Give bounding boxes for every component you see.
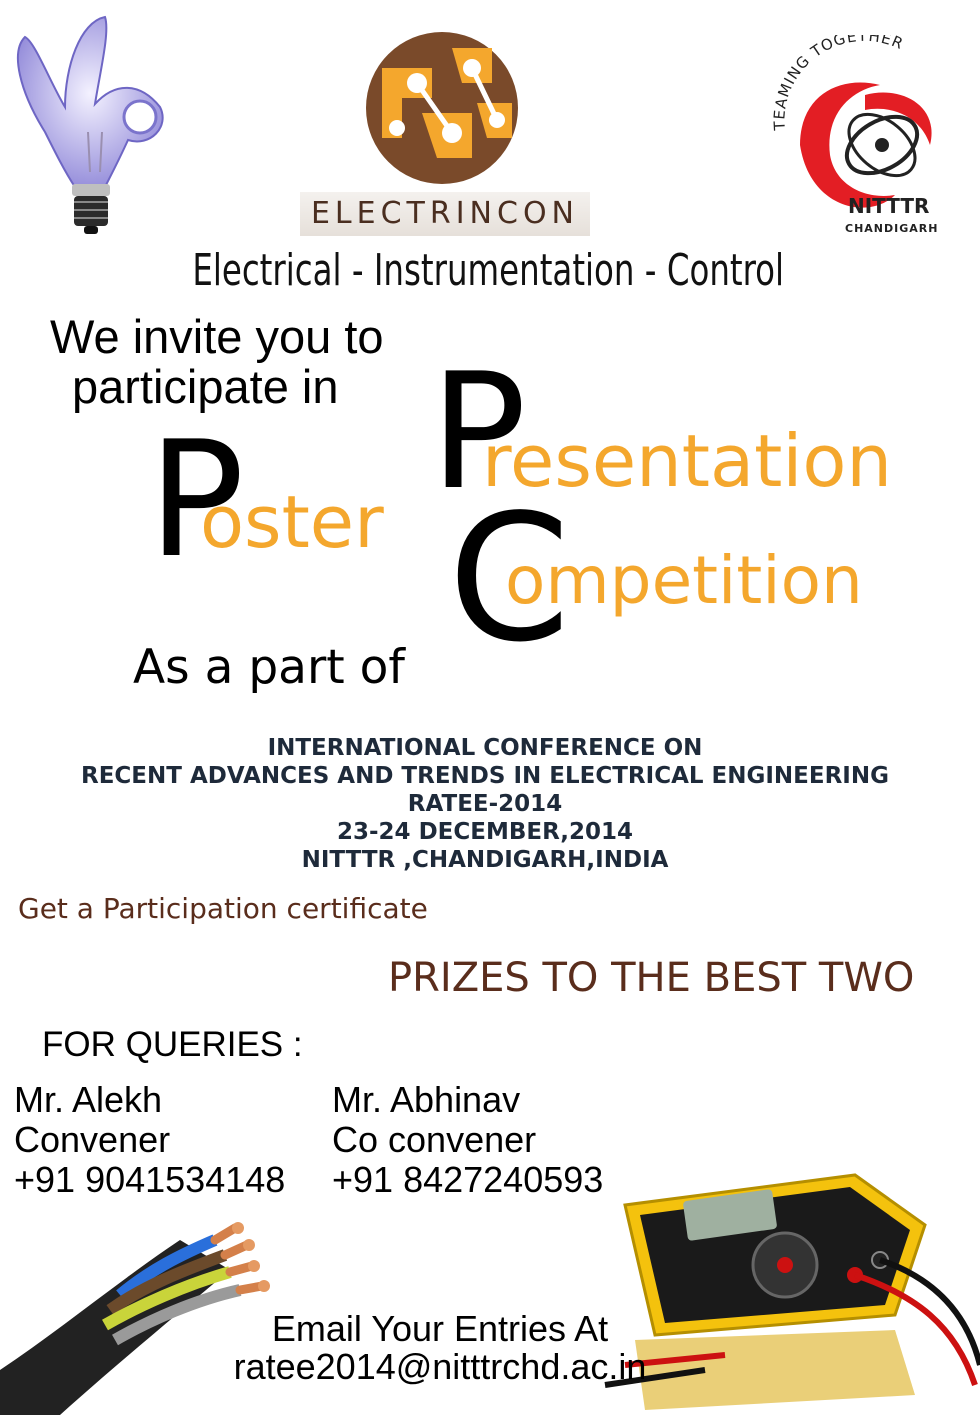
nitttr-logo: [770, 35, 960, 235]
email-label: Email Your Entries At: [271, 1308, 609, 1349]
email-block: [160, 1310, 720, 1386]
conference-venue: NITTTR ,CHANDIGARH,INDIA: [301, 847, 669, 873]
conference-line-1: INTERNATIONAL CONFERENCE ON: [267, 735, 703, 761]
email-address-link[interactable]: ratee2014@nitttrchd.ac.in: [233, 1346, 647, 1387]
electrincon-logo-wordmark: ELECTRINCON: [300, 192, 590, 236]
competition-initial: C: [448, 478, 571, 681]
as-part-of-text: As a part of: [133, 640, 405, 695]
invite-line-1: We invite you to: [50, 310, 384, 363]
contact-phone[interactable]: +91 8427240593: [332, 1159, 604, 1200]
presentation-initial: P: [430, 338, 527, 525]
electrincon-logo-emblem: [362, 28, 522, 188]
nitttr-arc-text: TEAMING TOGETHER: [770, 35, 907, 131]
lightbulb-hand-image: [10, 12, 175, 237]
contact-card: [14, 1080, 285, 1200]
competition-rest: ompetition: [505, 542, 863, 619]
presentation-rest: resentation: [482, 419, 893, 503]
conference-line-3: RATEE-2014: [407, 791, 563, 817]
contact-phone[interactable]: +91 9041534148: [14, 1159, 286, 1200]
tagline: Electrical - Instrumentation - Control: [192, 245, 785, 296]
contact-role: Convener: [14, 1119, 171, 1160]
poster-initial: P: [148, 406, 245, 593]
nitttr-name: NITTTR: [848, 194, 930, 218]
contact-card: [332, 1080, 603, 1200]
contact-name: Mr. Abhinav: [332, 1079, 521, 1120]
invite-text: [50, 312, 450, 412]
queries-heading: FOR QUERIES :: [42, 1025, 303, 1064]
contact-name: Mr. Alekh: [14, 1079, 163, 1120]
poster-rest: oster: [200, 480, 384, 564]
conference-date: 23-24 DECEMBER,2014: [337, 819, 633, 845]
contact-role: Co convener: [332, 1119, 537, 1160]
nitttr-city: CHANDIGARH: [845, 222, 939, 235]
invite-line-2: participate in: [72, 360, 339, 413]
prizes-text: PRIZES TO THE BEST TWO: [388, 955, 915, 1001]
conference-line-2: RECENT ADVANCES AND TRENDS IN ELECTRICAL ENGINEERING: [80, 763, 889, 789]
certificate-text: Get a Participation certificate: [18, 892, 428, 925]
nitttr-emblem: [770, 35, 960, 235]
conference-details: [0, 734, 970, 874]
